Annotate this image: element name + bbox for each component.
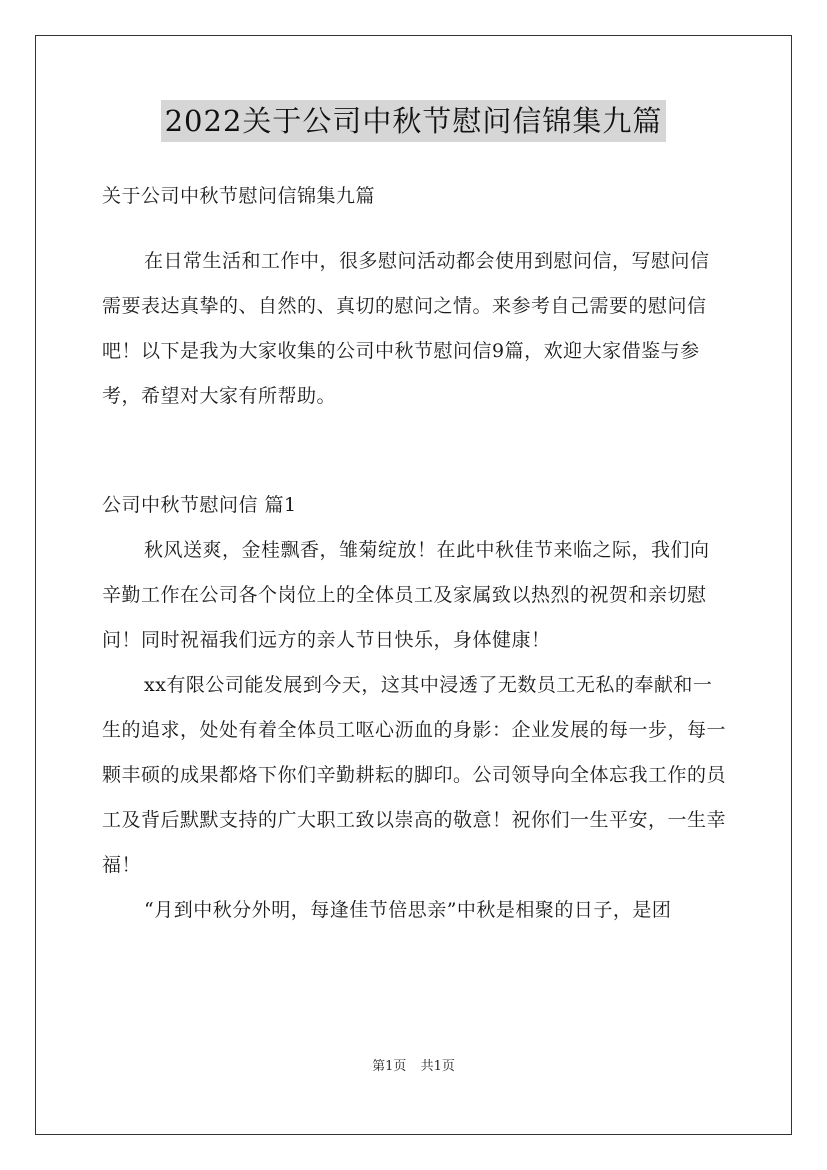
body-paragraph: “月到中秋分外明，每逢佳节倍思亲”中秋是相聚的日子，是团 <box>144 899 672 921</box>
page-footer <box>0 1055 827 1074</box>
body-paragraph: xx有限公司能发展到今天，这其中浸透了无数员工无私的奉献和一生的追求，处处有着全体员工呕心沥血的身影：企业发展的每一步，每一颗丰硕的成果都烙下你们辛勤耕耘的脚印。公司领导向全体忘我工作的员工及背后默默支持的广大职工致以崇高的敬意！祝你们一生平安，一生幸福！ <box>102 674 727 876</box>
intro-paragraph: 在日常生活和工作中，很多慰问活动都会使用到慰问信，写慰问信需要表达真挚的、自然的、真切的慰问之情。来参考自己需要的慰问信吧！以下是我为大家收集的公司中秋节慰问信9篇，欢迎大家借鉴与参考，希望对大家有所帮助。 <box>102 250 710 407</box>
document-subtitle: 关于公司中秋节慰问信锦集九篇 <box>102 185 376 207</box>
page-number: 第1页 <box>372 1059 407 1074</box>
spacer <box>102 219 728 239</box>
body-paragraph: 秋风送爽，金桂飘香，雏菊绽放！在此中秋佳节来临之际，我们向辛勤工作在公司各个岗位上的全体员工及家属致以热烈的祝贺和亲切慰问！同时祝福我们远方的亲人节日快乐，身体健康！ <box>102 539 710 651</box>
spacer <box>102 419 728 483</box>
page-total: 共1页 <box>420 1059 455 1074</box>
document-title: 2022关于公司中秋节慰问信锦集九篇 <box>161 100 667 142</box>
section-heading: 公司中秋节慰问信 篇1 <box>102 494 297 516</box>
document-body <box>102 174 728 933</box>
title-area <box>0 100 827 142</box>
